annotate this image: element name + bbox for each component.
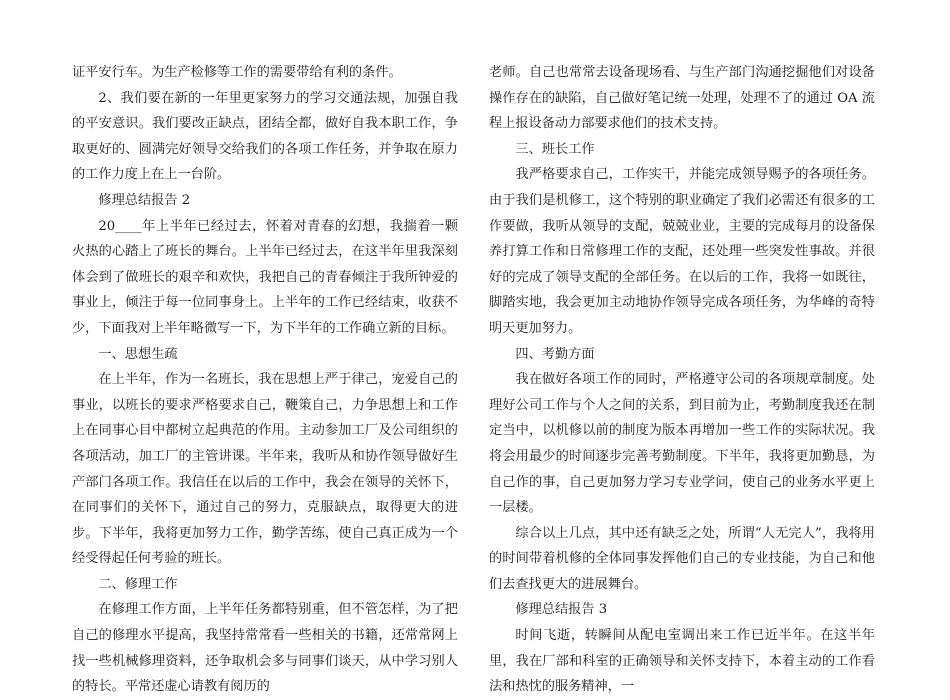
- paragraph: 我在做好各项工作的同时，严格遵守公司的各项规章制度。处理好公司工作与个人之间的关系，到目前为止，考勤制度我还在制定当中，以机修以前的制度为版本再增加一些工作的实际状况。我将会用最少的时间逐步完善考勤制度。下半年，我将更加勤恳，为自己作的事，自己更加努力学习专业学问，使自己的业务水平更上一层楼。: [489, 372, 875, 516]
- left-column: [72, 60, 458, 700]
- paragraph: 20____年上半年已经过去，怀着对青春的幻想，我揣着一颗火热的心踏上了班长的舞台。上半年已经过去，在这半年里我深刻体会到了做班长的艰辛和欢快，我把自己的青春倾注于我所钟爱的事业上，倾注于每一位同事身上。上半年的工作已经结束，收获不少，下面我对上半年略微写一下，为下半年的工作确立新的目标。: [72, 218, 458, 336]
- paragraph: 2、我们要在新的一年里更家努力的学习交通法规，加强自我的平安意识。我们要改正缺点，团结全都，做好自我本职工作，争取更好的、圆满完好领导交给我们的各项工作任务，并争取在原力的工作力度上在上一台阶。: [72, 90, 458, 183]
- paragraph: 我严格要求自己，工作实干，并能完成领导赐予的各项任务。由于我们是机修工，这个特别的职业确定了我们必需还有很多的工作要做，我听从领导的支配，兢兢业业，主要的完成每月的设备保养打算工作和日常修理工作的支配，还处理一些突发性事故。并很好的完成了领导支配的全部任务。在以后的工作，我将一如既往，脚踏实地，我会更加主动地协作领导完成各项任务，为华峰的奇特明天更加努力。: [489, 167, 875, 336]
- section-heading: 一、思想生疏: [98, 346, 178, 362]
- report-title: 修理总结报告 3: [515, 602, 608, 618]
- paragraph: 综合以上几点，其中还有缺乏之处，所谓“人无完人”，我将用的时间带着机修的全体同事发挥他们自己的专业技能，为自己和他们去查找更大的进展舞台。: [489, 525, 875, 592]
- section-heading: 四、考勤方面: [515, 346, 595, 362]
- paragraph: 老师。自己也常常去设备现场看、与生产部门沟通挖掘他们对设备操作存在的缺陷，自己做好笔记统一处理，处理不了的通过 OA 流程上报设备动力部要求他们的技术支持。: [489, 65, 875, 132]
- paragraph: 在修理工作方面，上半年任务都特别重，但不管怎样，为了把自己的修理水平提高，我坚持常常看一些相关的书籍，还常常网上找一些机械修理资料，还争取机会多与同事们谈天，从中学习别人的特长。平常还虚心请教有阅历的: [72, 602, 458, 695]
- right-column: [489, 60, 875, 700]
- section-heading: 三、班长工作: [515, 141, 595, 157]
- paragraph: 时间飞逝，转瞬间从配电室调出来工作已近半年。在这半年里，我在厂部和科室的正确领导和关怀支持下，本着主动的工作看法和热忱的服务精神，一: [489, 628, 875, 695]
- paragraph: 证平安行车。为生产检修等工作的需要带给有利的条件。: [72, 65, 402, 80]
- section-heading: 二、修理工作: [98, 576, 178, 592]
- paragraph: 在上半年，作为一名班长，我在思想上严于律己，宠爱自己的事业，以班长的要求严格要求自己，鞭策自己，力争思想上和工作上在同事心目中都树立起典范的作用。主动参加工厂及公司组织的各项活动，加工厂的主管讲课。半年来，我听从和协作领导做好生产部门各项工作。我信任在以后的工作中，我会在领导的关怀下，在同事们的关怀下，通过自己的努力，克服缺点，取得更大的进步。下半年，我将更加努力工作，勤学苦练，使自己真正成为一个经受得起任何考验的班长。: [72, 372, 458, 567]
- report-title: 修理总结报告 2: [98, 192, 191, 208]
